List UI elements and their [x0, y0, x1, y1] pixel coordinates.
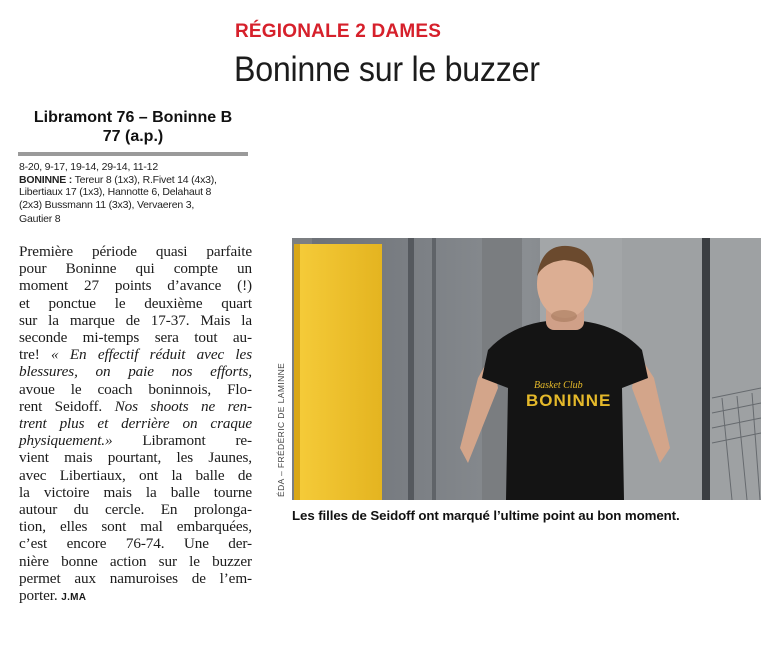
body-line: trent plus et derrière on craque [19, 415, 252, 433]
team-label: BONINNE : [19, 173, 73, 186]
body-text: rent Seidoff. [19, 397, 115, 415]
body-line: avec Libertiaux, ont la balle de [19, 466, 252, 484]
photo-caption: Les filles de Seidoff ont marqué l’ultime point au bon moment. [292, 508, 680, 523]
body-line [19, 346, 252, 363]
body-line: Première période quasi parfaite [19, 243, 252, 260]
player-stats-line [19, 174, 251, 187]
body-line: blessures, on paie nos efforts, [19, 363, 252, 381]
photo-illustration [292, 238, 761, 500]
body-line: permet aux namuroises de l’em- [19, 569, 252, 587]
score-divider [18, 152, 248, 156]
box-score [19, 161, 251, 226]
coach-quote: « En effectif réduit avec les [51, 346, 253, 364]
body-line [19, 587, 252, 606]
body-line: seconde mi-temps sera tout au- [19, 329, 252, 347]
article-body [19, 243, 252, 606]
shirt-print-small: Basket Club [534, 380, 583, 391]
body-line: la victoire mais la balle tourne [19, 483, 252, 501]
body-line: avoue le coach boninnois, Flo- [19, 380, 252, 398]
photo-credit: ÉDA – FRÉDÉRIC DE LAMINNE [276, 362, 286, 497]
shirt-print: BONINNE [526, 391, 612, 410]
player-stats-line: Gautier 8 [19, 213, 61, 225]
score-title-line-2: 77 (a.p.) [102, 128, 164, 145]
body-line: vient mais pourtant, les Jaunes, [19, 449, 252, 467]
coach-quote: physiquement.» [19, 432, 143, 450]
body-line: autour du cercle. En prolonga- [19, 501, 252, 519]
body-line: pour Boninne qui compte un [19, 260, 252, 278]
body-line [19, 432, 252, 449]
body-line: tion, elles sont mal embarquées, [19, 518, 252, 536]
body-line: sur la marque de 17-37. Mais la [19, 311, 252, 329]
body-line: c’est encore 76-74. Une der- [19, 535, 252, 553]
author-signature: J.MA [61, 592, 87, 604]
body-text: porter. [19, 587, 62, 605]
player-stats-line: (2x3) Bussmann 11 (3x3), Vervaeren 3, [19, 198, 195, 211]
section-kicker: RÉGIONALE 2 DAMES [235, 21, 442, 42]
coach-photo [292, 238, 761, 500]
score-title-line-1: Libramont 76 – Boninne B [33, 109, 233, 126]
quarter-scores: 8-20, 9-17, 19-14, 29-14, 11-12 [19, 161, 158, 173]
body-line: et ponctue le deuxième quart [19, 294, 252, 312]
body-text: Libramont re- [142, 432, 253, 450]
body-line: nière bonne action sur le buzzer [19, 552, 252, 570]
body-line [19, 398, 252, 415]
score-title [16, 108, 250, 146]
player-stats-line: Libertiaux 17 (1x3), Hannotte 6, Delahaut 8 [19, 186, 212, 198]
body-text: tre! [19, 346, 52, 364]
body-line: moment 27 points d’avance (!) [19, 277, 252, 295]
players-text: Tereur 8 (1x3), R.Fivet 14 (4x3), [72, 173, 217, 186]
article-headline: Boninne sur le buzzer [234, 50, 540, 89]
coach-quote: Nos shoots ne ren- [114, 397, 252, 415]
